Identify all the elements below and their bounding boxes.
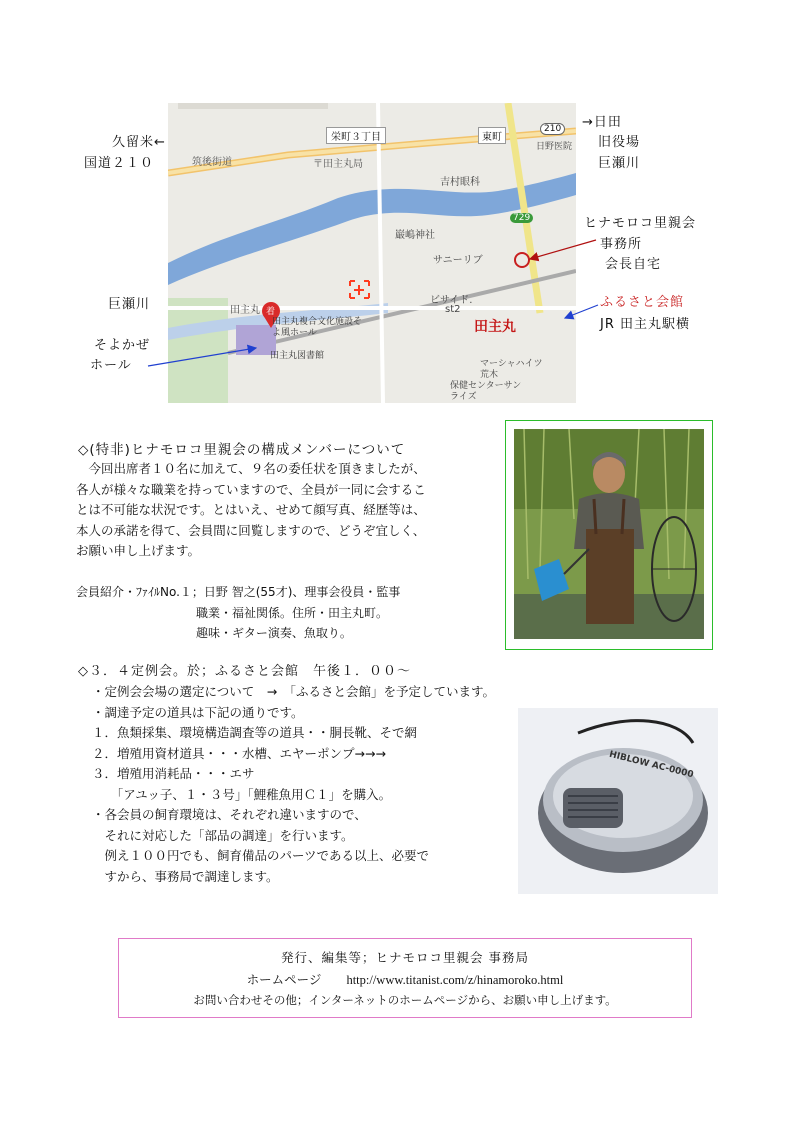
section2-line: それに対応した「部品の調達」を行います。	[92, 827, 354, 843]
section2-line: ２．増殖用資材道具・・・水槽、エヤーポンプ→→→	[92, 745, 386, 761]
map-label-mansion: マーシャハイツ荒木	[480, 359, 543, 380]
map-label-health-center: 保健センターサンライズ	[450, 381, 522, 402]
footer-box	[118, 938, 692, 1018]
section2-line: ・調達予定の道具は下記の通りです。	[92, 704, 304, 720]
section1-line: 今回出席者１０名に加えて、９名の委任状を頂きましたが、	[76, 461, 426, 476]
label-kosegawa-left: 巨瀬川	[108, 297, 151, 312]
member-photo-frame	[505, 420, 713, 650]
section1-line: お願い申し上げます。	[76, 543, 201, 558]
section2-heading: ◇３．４定例会。於；ふるさと会館 午後１．００～	[78, 664, 411, 679]
footer-line1: 発行、編集等；ヒナモロコ里親会 事務局	[281, 950, 529, 965]
section2-line: 例え１００円でも、飼育備品のパーツである以上、必要で	[92, 848, 430, 863]
map-label-sunny: サニーリブ	[433, 255, 483, 266]
map-label-hino-clinic: 日野医院	[536, 142, 573, 152]
pump-brand-label: HIBLOW AC-0000	[608, 749, 695, 781]
label-route210: 国道２１０	[84, 156, 155, 171]
section1-body	[76, 459, 506, 562]
section2-line: １．魚類採集、環境構造調査等の道具・・胴長靴、そで網	[92, 725, 418, 740]
arrow-hq	[530, 240, 596, 259]
section2-line: 「アユッ子、１・３号」「鯉稚魚用Ｃ１」を購入。	[92, 786, 392, 802]
label-old-office: 旧役場	[598, 135, 641, 150]
member-line: 趣味・ギター演奏、魚取り。	[76, 626, 352, 640]
label-hq-line2: 事務所	[600, 237, 643, 252]
section2-line: すから、事務局で調達します。	[92, 868, 279, 884]
air-pump-photo	[518, 708, 718, 894]
section1-line: とは不可能な状況です。とはいえ、せめて顔写真、経歴等は、	[76, 502, 426, 517]
member-intro	[76, 582, 506, 644]
label-hita: →日田	[582, 115, 622, 130]
footer-homepage-label: ホームページ	[246, 972, 322, 987]
map-arrows	[0, 0, 794, 420]
map-label-sakaemachi: 栄町３丁目	[326, 127, 386, 144]
map-road-729: 729	[510, 213, 533, 223]
section2-line: ・定例会会場の選定について → 「ふるさと会館」を予定しています。	[92, 684, 495, 699]
label-soyokaze-2: ホール	[90, 358, 132, 373]
footer-homepage-url[interactable]: http://www.titanist.com/z/hinamoroko.html	[346, 973, 564, 987]
label-soyokaze-1: そよかぜ	[94, 338, 151, 353]
section1-line: 本人の承諾を得て、会員間に回覧しますので、どうぞ宜しく、	[76, 522, 426, 538]
section1-heading: ◇(特非)ヒナモロコ里親会の構成メンバーについて	[78, 442, 406, 458]
map-label-higashimachi: 東町	[478, 127, 506, 144]
section2-line: ・各会員の飼育環境は、それぞれ違いますので、	[92, 807, 367, 822]
section2-line: ３．増殖用消耗品・・・エサ	[92, 766, 255, 781]
map-label-tanushimaru-station: 田主丸	[474, 319, 516, 335]
map-label-library: 田主丸図書館	[270, 351, 325, 361]
member-line: 職業・福祉関係。住所・田主丸町。	[76, 605, 389, 620]
air-pump-image	[518, 708, 718, 894]
map-label-chikugo-road: 筑後街道	[192, 157, 232, 168]
arrow-furusato	[565, 305, 598, 318]
map-label-post-office: 〒田主丸局	[313, 159, 363, 170]
member-line: 会員紹介・ﾌｧｲﾙNo.１；日野 智之(55才)、理事会役員・監事	[76, 585, 401, 599]
label-furusato-hall: ふるさと会館	[600, 295, 685, 310]
label-hq-line1: ヒナモロコ里親会	[584, 216, 697, 231]
map-label-tanushimaru: 田主丸	[230, 305, 260, 316]
label-station: JR 田主丸駅横	[600, 317, 690, 332]
footer-line3: お問い合わせその他；インターネットのホームページから、お願い申し上げます。	[193, 993, 617, 1007]
map-label-culture-center: 田主丸複合文化施設そよ風ホール	[272, 317, 363, 338]
map-label-shrine: 巌嶋神社	[395, 230, 435, 241]
label-kosegawa-right: 巨瀬川	[598, 156, 641, 171]
map-label-eye-clinic: 吉村眼科	[440, 177, 480, 188]
footer-line2	[119, 970, 691, 988]
map-label-st2: st2	[445, 304, 461, 315]
map-pin-label: 着	[266, 307, 276, 317]
member-photo	[514, 429, 704, 639]
label-hq-line3: 会長自宅	[605, 257, 662, 272]
section1-line: 各人が様々な職業を持っていますので、全員が一同に会するこ	[76, 481, 426, 497]
arrow-soyokaze	[148, 348, 256, 366]
map-label-bside: ビサイド.	[430, 295, 473, 306]
map-road-210: 210	[540, 123, 565, 135]
label-kurume: 久留米←	[112, 135, 166, 150]
